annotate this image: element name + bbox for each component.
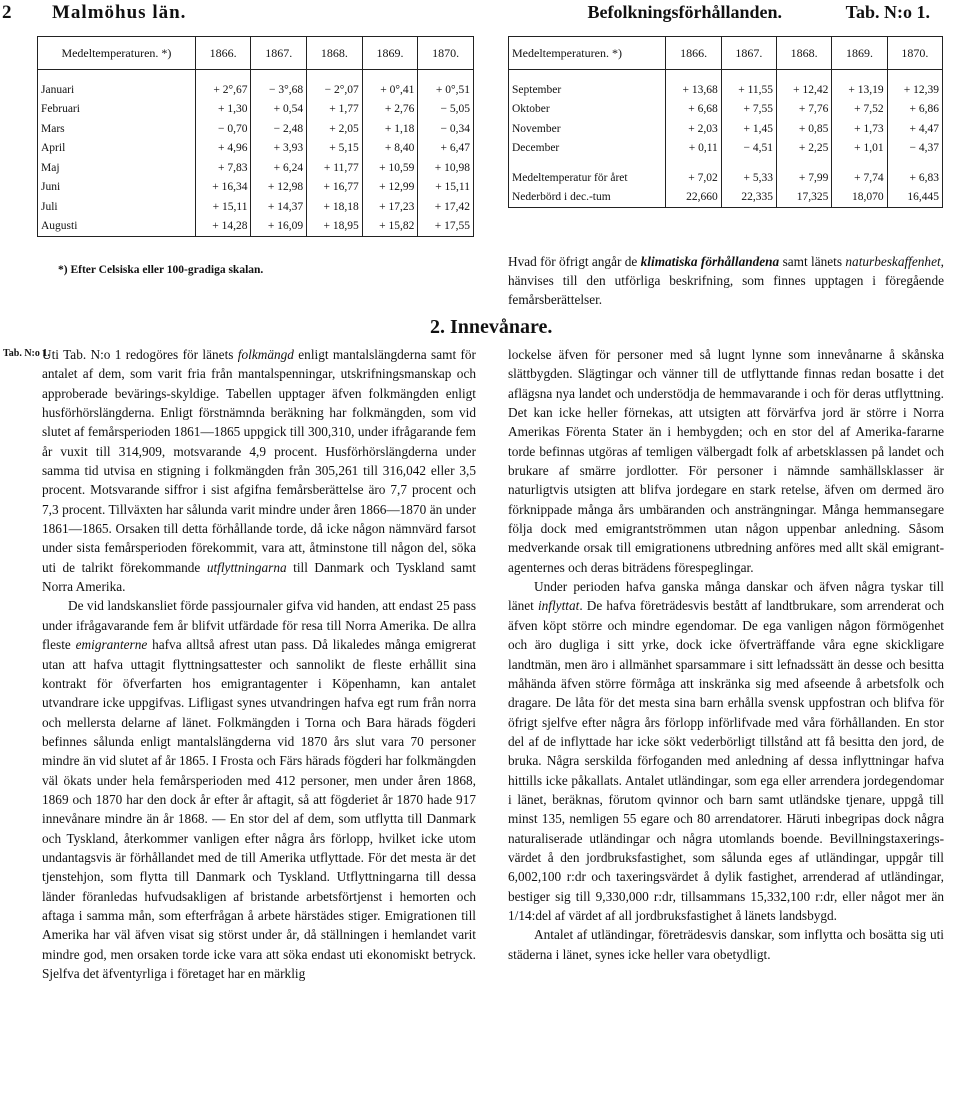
table-row — [509, 80, 943, 100]
year-header: 1867. — [251, 37, 307, 70]
month-label: April — [38, 139, 196, 159]
table-row — [38, 158, 474, 178]
month-label: Januari — [38, 80, 196, 100]
month-label: December — [509, 139, 666, 159]
table-cell: 16,445 — [887, 188, 942, 208]
table-cell: + 7,99 — [777, 168, 832, 188]
paragraph — [42, 345, 476, 596]
table-cell: + 5,33 — [721, 168, 776, 188]
table-row — [509, 100, 943, 120]
text-run: hafva alltså afrest utan pass. Då likaledes många emigrerat utan att hafva uttagit flyttningsattester och sannolikt de fleste erhållit sina kontrakt för öfverfarten hos emigrantagenter i Köpenhamn, kan antalet utvandrare icke uppgifvas. Lifligast synes utvandringen hafva egt rum från norra och mellersta delarne af länet. Folkmängden i Torna och Bara härads fögderi befinnes sålunda enligt mantalslängderna vid 1870 års slut vara 70 personer mindre än vid slutet af år 1865. I Frosta och Färs härads fögderi har folkmängden väl ökats under hela femårsperioden med 412 personer, men under åren 1868, 1869 och 1870 har den dock år efter år aftagit, så att fögderiet år 1870 hade 917 innevånare mindre än år 1868. — En stor del af dem, som utflytta till Danmark och Tyskland, återkommer vanligen efter några års förlopp, hvilket icke utom undantagsvis är förhållandet med de till Amerika utflyttade. För det mesta är det tjenstehjon, som flytta till Danmark och Tyskland. Utflyttningarna till dessa länder föranledas hufvudsakligen af bristande arbetsförtjenst i hemorten och aftaga i samma mån, som efterfrågan å arbete härstädes stiger. Emigrationen till Amerika har väl äfven visat sig störst under år, då ställningen i hemlandet varit mindre god, men orsaken torde icke vara att söka endast uti ekonomiskt betryck. Sjelfva det äfventyrliga i företaget har en märklig — [42, 637, 476, 981]
summary-label: Nederbörd i dec.-tum — [509, 188, 666, 208]
table-cell: + 6,68 — [666, 100, 721, 120]
climate-note — [508, 252, 944, 309]
text-run: Uti Tab. N:o 1 redogöres för länets — [42, 347, 238, 362]
year-header: 1869. — [832, 37, 887, 70]
margin-table-reference: Tab. N:o 1. — [3, 348, 50, 359]
table-cell: − 4,37 — [887, 139, 942, 159]
table-cell: + 7,83 — [195, 158, 251, 178]
table-cell: + 2°,67 — [195, 80, 251, 100]
county-title: Malmöhus län. — [52, 2, 187, 23]
table-cell: + 11,77 — [307, 158, 363, 178]
table-cell: − 2,48 — [251, 119, 307, 139]
right-text-column — [508, 345, 944, 964]
paragraph — [508, 925, 944, 964]
table-cell: + 18,95 — [307, 217, 363, 237]
table-cell: + 7,76 — [777, 100, 832, 120]
month-label: Februari — [38, 100, 196, 120]
month-label: Maj — [38, 158, 196, 178]
temperature-table-right — [508, 36, 943, 208]
month-label: Oktober — [509, 100, 666, 120]
table-cell: + 12,98 — [251, 178, 307, 198]
table-cell: + 10,98 — [418, 158, 474, 178]
year-header: 1867. — [721, 37, 776, 70]
table-cell: + 16,34 — [195, 178, 251, 198]
table-cell: + 4,96 — [195, 139, 251, 159]
text-run: , hänvises till den utförliga beskrifning, som finnes upptagen i föregående femårsberättelser. — [508, 254, 944, 307]
table-cell: 17,325 — [777, 188, 832, 208]
table-cell: + 1,01 — [832, 139, 887, 159]
text-run: samt länets — [779, 254, 846, 269]
left-text-column — [42, 345, 476, 983]
table-row — [38, 119, 474, 139]
table-cell: + 1,30 — [195, 100, 251, 120]
table-row — [509, 168, 943, 188]
year-header: 1868. — [777, 37, 832, 70]
table-cell: + 4,47 — [887, 119, 942, 139]
table-cell: + 12,99 — [362, 178, 418, 198]
year-header: 1869. — [362, 37, 418, 70]
table-cell: + 2,25 — [777, 139, 832, 159]
table-cell: − 0,34 — [418, 119, 474, 139]
text-run: Antalet af utländingar, företrädesvis danskar, som inflytta och bosätta sig uti städerna i länet, synes icke heller vara obetydligt. — [508, 927, 944, 962]
text-run: Hvad för öfrigt angår de — [508, 254, 641, 269]
year-header: 1868. — [307, 37, 363, 70]
section-title: Befolkningsförhållanden. — [587, 2, 782, 22]
table-cell: + 17,55 — [418, 217, 474, 237]
emphasis-text: utflyttningarna — [206, 559, 287, 575]
table-cell: + 14,37 — [251, 197, 307, 217]
table-cell: 18,070 — [832, 188, 887, 208]
month-label: Mars — [38, 119, 196, 139]
table-cell: − 4,51 — [721, 139, 776, 159]
emphasis-text: emigranterne — [75, 637, 148, 653]
table-row — [38, 217, 474, 237]
table-cell: + 0,85 — [777, 119, 832, 139]
table-cell: + 1,18 — [362, 119, 418, 139]
text-run: De vid landskansliet förde passjournaler gifva vid handen, att endast 25 pass under ifrågavarande fem år blifvit utfärdade för resa till Norra Amerika. De allra fleste — [42, 598, 476, 653]
table-cell: + 7,02 — [666, 168, 721, 188]
table-row — [38, 197, 474, 217]
table-footnote: *) Efter Celsiska eller 100-gradiga skalan. — [58, 264, 264, 276]
table-cell: + 3,93 — [251, 139, 307, 159]
text-run: Under perioden hafva ganska många danskar och äfven några tyskar till länet — [508, 579, 944, 614]
table-cell: + 13,68 — [666, 80, 721, 100]
paragraph — [508, 577, 944, 925]
table-cell: + 17,23 — [362, 197, 418, 217]
month-label: September — [509, 80, 666, 100]
table-cell: + 6,24 — [251, 158, 307, 178]
paragraph — [508, 345, 944, 577]
table-cell: 22,660 — [666, 188, 721, 208]
table-row — [38, 100, 474, 120]
table-cell: + 7,74 — [832, 168, 887, 188]
table-cell: + 10,59 — [362, 158, 418, 178]
table-cell: + 7,52 — [832, 100, 887, 120]
table-row — [38, 139, 474, 159]
month-label: November — [509, 119, 666, 139]
emphasis-text: folkmängd — [237, 347, 294, 362]
table-row — [38, 80, 474, 100]
text-run: till Danmark och Tyskland samt Norra Amerika. — [42, 559, 476, 595]
table-cell: + 11,55 — [721, 80, 776, 100]
page-header — [0, 2, 960, 28]
temperature-table-left — [37, 36, 474, 237]
text-run: . De hafva företrädesvis bestått af landtbrukare, som arrenderat och äfven köpt större och mindre egendomar. De ega vanligen någon förmögenhet och äro dugliga i sitt yrke, dock icke öfverträffande våra egne skickligare landtmän, men äro i allmänhet sparsammare i sitt lefnadssätt än desse och besitta måhända äfven större förmåga att inskränka sig med afseende å arbetsfolk och dragare. De låta för det mesta sina barn erhålla svensk uppfostran och blifva för öfrigt sjelfve efter några års förlopp införlifvade med våra förhållanden. En stor del af de inflyttade har icke sökt vederbörligt tillstånd att få besitta den jord, de bruka. Några serskilda förfoganden med anledning af dessa inflyttningar hafva hittills icke påkallats. Antalet utländingar, som ega eller arrendera jordegendomar i länet, beräknas, förutom qvinnor och barn samt utländske tjenare, uppgå till minst 135, nemligen 55 egare och 80 arrendatorer. Häruti inbegripas dock några naturaliserade utländingar och några utomlands boende. Bevillningstaxerings-värdet å den jordbruksfastighet, som sålunda eges af utländingar, uppgår till 6,002,100 r:dr och taxeringsvärdet å dylik fastighet, arrenderad af utländingar, bestiger sig till 9,330,000 r:dr, tillsammans 15,332,100 r:dr, eller något mer än — [508, 598, 944, 904]
paragraph — [42, 596, 476, 983]
table-cell: + 15,11 — [195, 197, 251, 217]
table-cell: + 0,11 — [666, 139, 721, 159]
table-cell: + 7,55 — [721, 100, 776, 120]
text-run: lockelse äfven för personer med så lugnt lynne som innevånarne å skånska slättbygden. Slägtingar och vänner till de utflyttande finnas redan bosatte i det aflägsna nya landet och understödja de hemmavarande i och för deras utflyttning. Det kan icke heller förnekas, att utsigten att förvärfva jord är större i Norra Amerikas Förenta Stater än i hembygden; och en stor del af Amerika-fararne torde befinnas utgöras af temligen välbergadt folk af arbetsklassen på landet och brukare af smärre jordlotter. För personer i nämnde samhällsklasser är naturligtvis utsigten att blifva jordegare en stark retelse, äfven om dermed äro förknippade många års umbäranden och ansträngningar. Många hemmansegare följa dock med emigrantströmmen utan någon uppenbar anledning. Såsom medverkande orsak till emigrationens utbredning anföres med allt skäl emigrant-agenternes och deras biträdens förespeglingar. — [508, 347, 944, 575]
table-cell: + 16,77 — [307, 178, 363, 198]
table-cell: + 15,82 — [362, 217, 418, 237]
table-cell: + 6,86 — [887, 100, 942, 120]
month-label: Juli — [38, 197, 196, 217]
table-header-label: Medeltemperaturen. *) — [509, 37, 666, 70]
table-cell: + 1,77 — [307, 100, 363, 120]
table-reference: Tab. N:o 1. — [845, 2, 930, 22]
year-header: 1866. — [195, 37, 251, 70]
table-cell: + 12,39 — [887, 80, 942, 100]
year-header: 1870. — [418, 37, 474, 70]
table-cell: + 0,54 — [251, 100, 307, 120]
table-row — [509, 119, 943, 139]
table-cell: + 6,47 — [418, 139, 474, 159]
table-cell: + 14,28 — [195, 217, 251, 237]
table-row — [509, 188, 943, 208]
fraction: 1/14 — [508, 907, 532, 923]
table-cell: + 15,11 — [418, 178, 474, 198]
table-cell: + 1,73 — [832, 119, 887, 139]
table-cell: + 0°,51 — [418, 80, 474, 100]
table-cell: + 8,40 — [362, 139, 418, 159]
section-heading: 2. Innevånare. — [430, 316, 553, 338]
emphasis-text: inflyttat — [537, 598, 580, 614]
table-cell: + 2,05 — [307, 119, 363, 139]
year-header: 1866. — [666, 37, 721, 70]
table-cell: + 5,15 — [307, 139, 363, 159]
table-cell: + 2,03 — [666, 119, 721, 139]
year-header: 1870. — [887, 37, 942, 70]
table-cell: + 2,76 — [362, 100, 418, 120]
table-header-label: Medeltemperaturen. *) — [38, 37, 196, 70]
table-cell: + 18,18 — [307, 197, 363, 217]
table-cell: − 3°,68 — [251, 80, 307, 100]
summary-label: Medeltemperatur för året — [509, 168, 666, 188]
table-cell: + 6,83 — [887, 168, 942, 188]
text-run: enligt mantalslängderna samt för antalet af dem, som varit fria från mantalspenningar, utskrifningsmanskap och approberade bevärings-skyldige. Tabellen upptager äfven folkmängden enligt husförhörslängderna. Enligt förstnämnda beräkning har folkmängden, som vid slutet af femårsperioden 1861—1865 uppgick till 300,310, under ifrågarande fem år vuxit till 314,909, motsvarande 4,9 procent. Husförhörslängderna under samma tid utvisa en stigning i folkmängden från 305,261 till 316,042 eller 3,5 procent. Motsvarande siffror i sist afgifna femårsberättelse äro 7,7 procent och 7,3 procent. Tillväxten har sålunda varit mindre under åren 1866—1870 än under 1861—1865. Orsaken till detta förhållande torde, då icke någon nämnvärd farsot under sista femårsperioden förekommit, vara att, åtminstone till någon del, söka uti de talrikt förekommande — [42, 347, 476, 575]
table-cell: + 16,09 — [251, 217, 307, 237]
table-cell: + 0°,41 — [362, 80, 418, 100]
emphasis-text: klimatiska förhållandena — [640, 254, 780, 269]
table-cell: + 17,42 — [418, 197, 474, 217]
table-cell: − 0,70 — [195, 119, 251, 139]
table-cell: + 13,19 — [832, 80, 887, 100]
emphasis-text: naturbeskaffenhet — [845, 254, 941, 269]
page-number: 2 — [2, 2, 12, 23]
table-cell: 22,335 — [721, 188, 776, 208]
table-cell: + 12,42 — [777, 80, 832, 100]
text-run: :del af värdet af all jordbruksfastighet å länets landsbygd. — [531, 907, 838, 923]
table-cell: + 1,45 — [721, 119, 776, 139]
table-cell: − 5,05 — [418, 100, 474, 120]
table-cell: − 2°,07 — [307, 80, 363, 100]
table-row — [38, 178, 474, 198]
month-label: Juni — [38, 178, 196, 198]
table-row — [509, 139, 943, 159]
month-label: Augusti — [38, 217, 196, 237]
